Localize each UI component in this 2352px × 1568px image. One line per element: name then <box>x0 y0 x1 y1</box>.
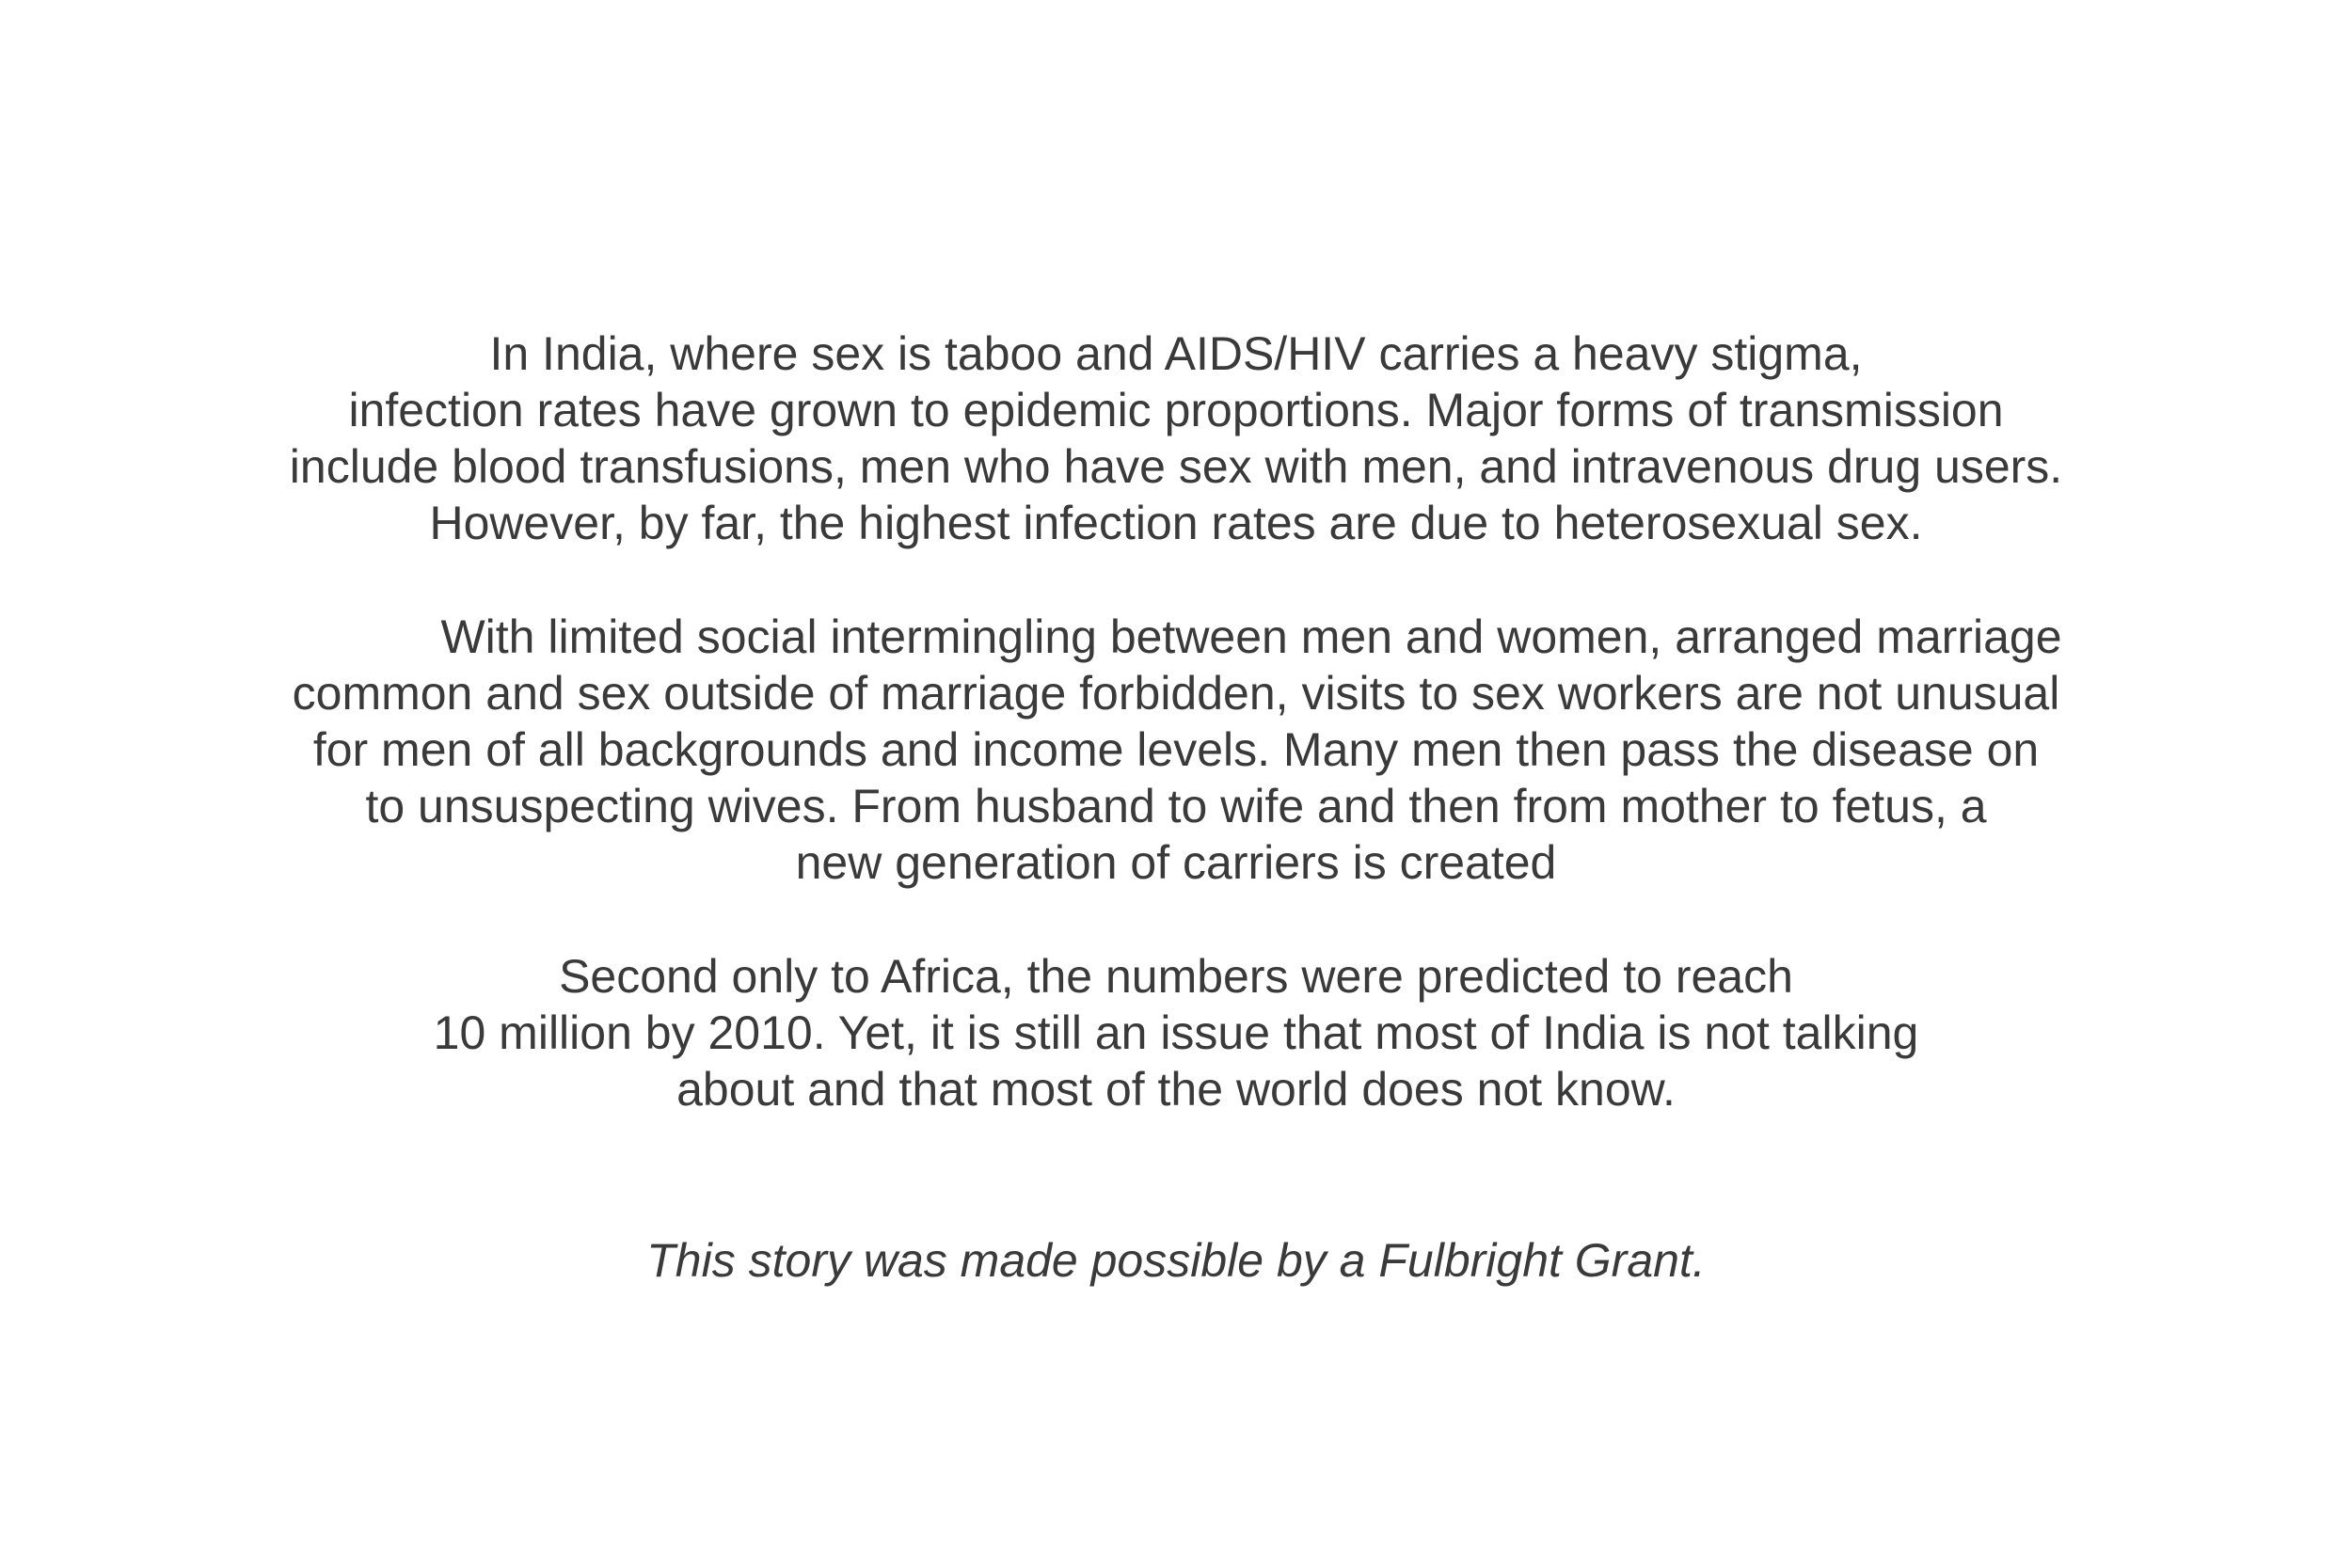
paragraph-line: 10 million by 2010. Yet, it is still an issue that most of India is not talking <box>433 1006 1919 1059</box>
credit-note <box>0 1232 2352 1289</box>
paragraph-line: include blood transfusions, men who have sex with men, and intravenous drug users. <box>289 440 2063 493</box>
paragraph-line: about and that most of the world does not know. <box>676 1063 1676 1116</box>
paragraph-line: for men of all backgrounds and income levels. Many men then pass the disease on <box>312 723 2040 776</box>
paragraph-line: However, by far, the highest infection rates are due to heterosexual sex. <box>429 497 1923 549</box>
paragraph-line: Second only to Africa, the numbers were predicted to reach <box>559 950 1793 1003</box>
paragraph-intro <box>0 325 2352 551</box>
credit-line: This story was made possible by a Fulbright Grant. <box>646 1234 1706 1287</box>
paragraph-line: With limited social intermingling between men and women, arranged marriage <box>440 610 2062 663</box>
paragraph-statistics <box>0 948 2352 1117</box>
paragraph-line: In India, where sex is taboo and AIDS/HIV carries a heavy stigma, <box>489 327 1863 380</box>
paragraph-line: to unsuspecting wives. From husband to wife and then from mother to fetus, a <box>365 780 1987 832</box>
paragraph-line: infection rates have grown to epidemic proportions. Major forms of transmission <box>348 384 2004 436</box>
paragraph-line: common and sex outside of marriage forbidden, visits to sex workers are not unusual <box>292 667 2060 720</box>
paragraph-social-context <box>0 609 2352 891</box>
paragraph-line: new generation of carriers is created <box>795 836 1557 889</box>
